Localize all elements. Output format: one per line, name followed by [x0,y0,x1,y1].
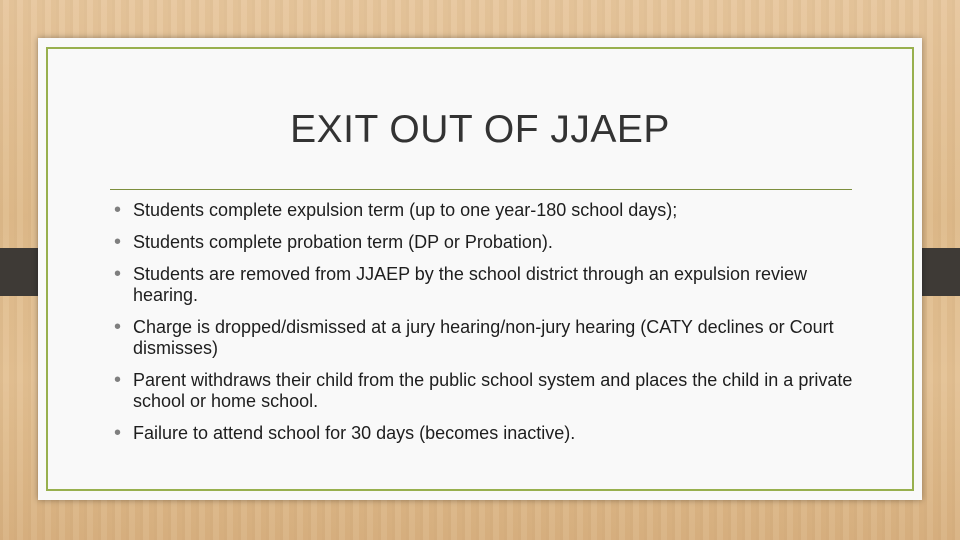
bullet-text: Students complete probation term (DP or Probation). [133,232,553,252]
bullet-text: Students are removed from JJAEP by the school district through an expulsion review hearing. [133,264,808,305]
bullet-icon: • [114,199,122,221]
list-item [114,264,854,306]
bullet-text: Charge is dropped/dismissed at a jury hearing/non-jury hearing (CATY declines or Court dismisses) [133,317,834,358]
bullet-icon: • [114,263,122,285]
bullet-icon: • [114,422,122,444]
slide-title: EXIT OUT OF JJAEP [290,108,670,151]
bullet-icon: • [114,231,122,253]
list-item [114,200,854,221]
title-divider [110,189,852,190]
bullet-text: Failure to attend school for 30 days (becomes inactive). [133,423,576,443]
bullet-text: Parent withdraws their child from the public school system and places the child in a private school or home school. [133,370,853,411]
list-item [114,370,854,412]
bullet-list [114,200,854,455]
list-item [114,232,854,253]
bullet-text: Students complete expulsion term (up to one year-180 school days); [133,200,678,220]
list-item [114,423,854,444]
list-item [114,317,854,359]
bullet-icon: • [114,316,122,338]
bullet-icon: • [114,369,122,391]
